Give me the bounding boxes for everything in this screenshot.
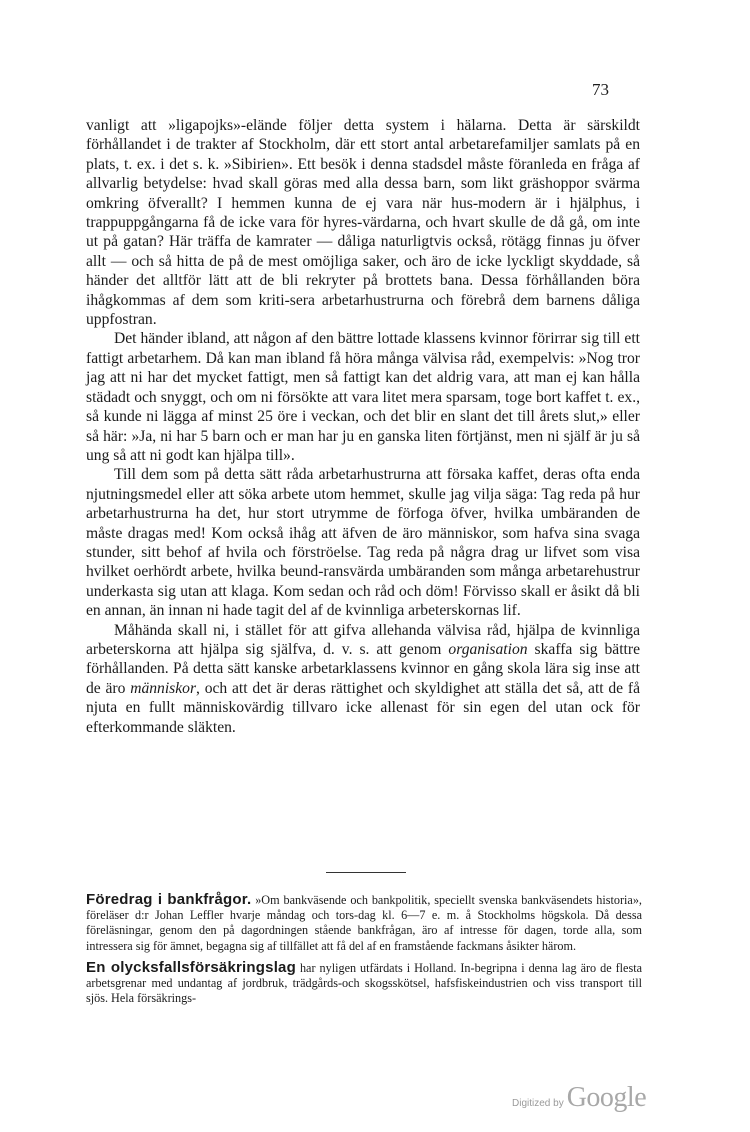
note-olycksfall bbox=[86, 960, 642, 1007]
note-text: »Om bankväsende och bankpolitik, speciellt svenska bankväsendets historia», föreläser d:r Johan Leffler hvarje måndag och tors-dag kl. 6—7 e. m. å Stockholms högskola. Då dessa föreläsningar, genom den på dagordningen stående bankfrågan, äro af intresse för dagen, torde alla, som intressera sig för ämnet, begagna sig af tillfället att få del af en framstående fackmans åsikter härom. bbox=[86, 893, 642, 953]
watermark-prefix: Digitized by bbox=[512, 1098, 564, 1109]
paragraph-4-part-b: skaffa sig bättre förhållanden. På detta sätt kanske arbetarklassens kvinnor en gång skola lära sig inse att de äro bbox=[86, 640, 641, 697]
paragraph-3: Till dem som på detta sätt råda arbetarhustrurna att försaka kaffet, deras ofta enda njutningsmedel eller att söka arbete utom hemmet, skulle jag vilja säga: Tag reda på hur arbetarhustrurna ha det, hur stort utrymme de förfoga öfver, hvilka umbäranden de måste dragas med! Kom också ihåg att äfven de äro människor, som hafva sina svaga stunder, sitt behof af hvila och förströelse. Tag reda på några drag ur lifvet som visa hvilket oerhördt arbete, hvilka beund-ransvärda umbäranden som många arbetarehustrur underkasta sig utan att klaga. Kom sedan och råd och döm! Förvisso skall er åsikt då bli en annan, än innan ni hade tagit del af de kvinnliga arbeterskornas lif. bbox=[86, 466, 640, 620]
paragraph-4 bbox=[86, 621, 640, 737]
paragraph-2: Det händer ibland, att någon af den bättre lottade klassens kvinnor förirrar sig till ett fattigt arbetarhem. Då kan man ibland få höra många välvisa råd, exempelvis: »Nog tror jag att ni har det mycket fattigt, men så fattigt kan det aldrig vara, att man ej kan hålla städadt och snyggt, och om ni försökte att vara litet mera sparsam, toge bort kaffet t. ex., så kunde ni lägga af minst 25 öre i veckan, och det blir en slant det till årets slut,» eller så här: »Ja, ni har 5 barn och er man har ju en ganska liten förtjänst, men ni själf är ju så ung så att ni godt kan hjälpa till». bbox=[86, 330, 640, 464]
page-number: 73 bbox=[592, 80, 609, 99]
paragraph-4-part-a: Måhända skall ni, i stället för att gifva allehanda välvisa råd, hjälpa de kvinnliga arbeterskorna att hjälpa sig själfva, d. v. s. att genom bbox=[86, 621, 640, 658]
emphasis-manniskor: människor bbox=[130, 679, 197, 697]
google-logo: Google bbox=[566, 1082, 647, 1113]
notes-section bbox=[86, 892, 642, 1012]
note-text: har nyligen utfärdats i Holland. In-begripna i denna lag äro de flesta arbetsgrenar med undantag af jordbruk, trädgårds-och skogsskötsel, hafsfiskeindustrien och viss transport till sjös. Hela försäkrings- bbox=[86, 960, 643, 1006]
note-bankfragor bbox=[86, 892, 642, 954]
note-heading: Föredrag i bankfrågor. bbox=[86, 891, 252, 908]
digitized-by-watermark bbox=[512, 1082, 646, 1114]
emphasis-organisation: organisation bbox=[448, 640, 528, 658]
paragraph-1: vanligt att »ligapojks»-elände följer detta system i hälarna. Detta är särskildt förhållandet i de trakter af Stockholm, där ett stort antal arbetarefamiljer samlats på en plats, t. ex. i det s. k. »Sibirien». Ett besök i denna stadsdel måste föranleda en fråga af allvarlig betydelse: hvad skall göras med alla dessa barn, som likt gräshoppor svärma omkring öfverallt? I hemmen kunna de ej vara när hus-modern är i hjälphus, i trappuppgångarna få de icke vara för hyres-värdarna, och hvart skulle de då gå, om inte ut på gatan? Här träffa de kamrater — dåliga naturligtvis också, rötägg finnas ju öfver allt — och så hitta de på de mest omöjliga saker, och äro de icke lyckligt skyddade, så händer det alltför lätt att de bli rekryter på brottets bana. Dessa förhållanden böra ihågkommas af dem som kriti-sera arbetarhustrurna och förebrå dem barnens dåliga uppfostran. bbox=[86, 117, 640, 329]
paragraph-4-part-c: , och att det är deras rättighet och skyldighet att ställa det så, att de få njuta en fullt människovärdig tillvaro icke allenast för sin egen del utan ock för efterkommande släkten. bbox=[86, 679, 640, 736]
body-text bbox=[86, 116, 640, 737]
note-heading: En olycksfallsförsäkringslag bbox=[86, 958, 296, 976]
section-divider bbox=[326, 872, 406, 873]
